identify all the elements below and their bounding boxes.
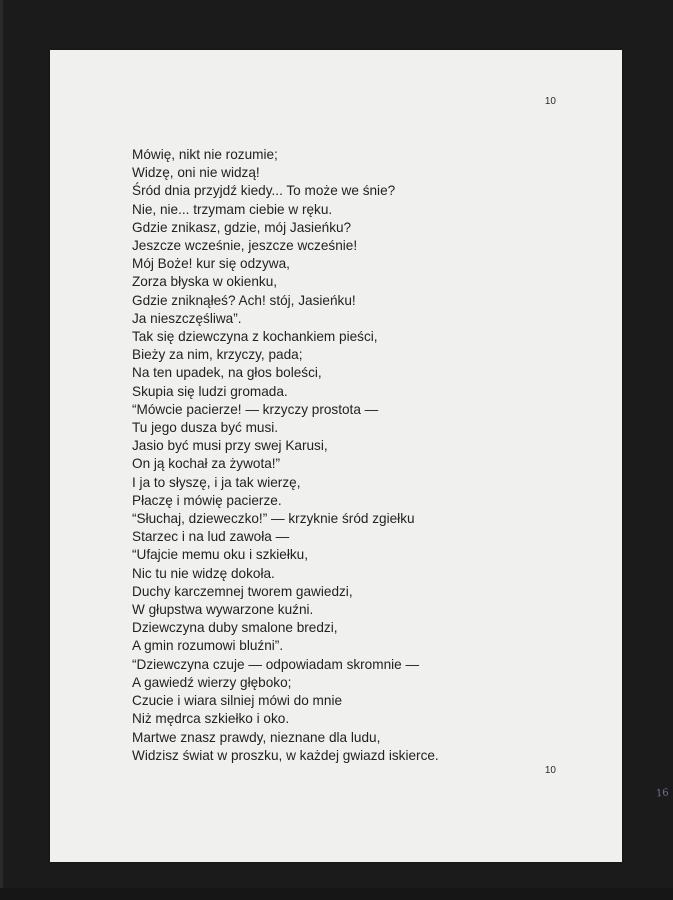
page-number-top: 10	[544, 96, 556, 107]
poem-line: Widzisz świat w proszku, w każdej gwiazd iskierce.	[132, 747, 439, 763]
document-page	[50, 50, 622, 862]
scan-background-bottom	[0, 888, 673, 900]
poem-line: “Ufajcie memu oku i szkiełku,	[132, 547, 309, 563]
poem-line: “Mówcie pacierze! — krzyczy prostota —	[132, 401, 379, 417]
poem-line: Niż mędrca szkiełko i oko.	[132, 711, 290, 727]
poem-line: Jasio być musi przy swej Karusi,	[132, 438, 328, 454]
poem-line: Mówię, nikt nie rozumie;	[132, 147, 278, 162]
poem-line: Starzec i na lud zawoła —	[132, 529, 290, 545]
poem-line: Gdzie zniknąłeś? Ach! stój, Jasieńku!	[132, 292, 356, 308]
poem-line: Czucie i wiara silniej mówi do mnie	[132, 693, 343, 709]
page-number-bottom: 10	[544, 765, 556, 776]
poem-line: Płaczę i mówię pacierze.	[132, 492, 282, 508]
poem-line: Bieży za nim, krzyczy, pada;	[132, 347, 303, 363]
poem-line: Martwe znasz prawdy, nieznane dla ludu,	[132, 729, 381, 745]
poem-text	[132, 146, 592, 765]
scan-background-edge	[0, 0, 3, 900]
poem-line: Tu jego dusza być musi.	[132, 420, 279, 436]
poem-line: A gmin rozumowi bluźni”.	[132, 638, 284, 654]
poem-line: Widzę, oni nie widzą!	[132, 165, 260, 181]
poem-line: Dziewczyna duby smalone bredzi,	[132, 620, 338, 636]
handwritten-page-mark: 16	[655, 787, 670, 800]
poem-line: Śród dnia przyjdź kiedy... To może we śnie?	[132, 183, 396, 199]
poem-line: Nie, nie... trzymam ciebie w ręku.	[132, 201, 333, 217]
poem-line: A gawiedź wierzy głęboko;	[132, 674, 292, 690]
poem-line: Jeszcze wcześnie, jeszcze wcześnie!	[132, 238, 358, 254]
poem-line: “Dziewczyna czuje — odpowiadam skromnie —	[132, 656, 420, 672]
poem-line: Ja nieszczęśliwa”.	[132, 310, 242, 326]
poem-line: Gdzie znikasz, gdzie, mój Jasieńku?	[132, 219, 352, 235]
poem-line: I ja to słyszę, i ja tak wierzę,	[132, 474, 301, 490]
poem-line: Skupia się ludzi gromada.	[132, 383, 288, 399]
poem-line: W głupstwa wywarzone kuźni.	[132, 602, 314, 618]
poem-line: Tak się dziewczyna z kochankiem pieści,	[132, 329, 378, 345]
poem-line: On ją kochał za żywota!”	[132, 456, 281, 472]
poem-line: Nic tu nie widzę dokoła.	[132, 565, 275, 581]
poem-line: Na ten upadek, na głos boleści,	[132, 365, 322, 381]
poem-line: Zorza błyska w okienku,	[132, 274, 278, 290]
poem-line: Mój Boże! kur się odzywa,	[132, 256, 290, 272]
poem-line: “Słuchaj, dzieweczko!” — krzyknie śród zgiełku	[132, 511, 415, 527]
poem-line: Duchy karczemnej tworem gawiedzi,	[132, 583, 353, 599]
